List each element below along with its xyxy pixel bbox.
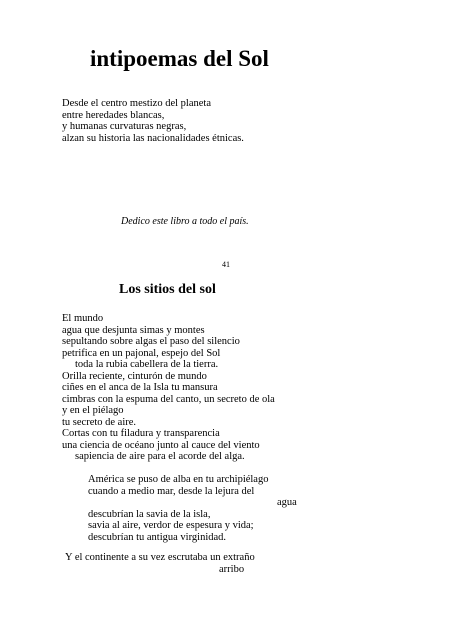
dedication-text: Dedico este libro a todo el país. xyxy=(121,216,249,227)
intro-line: Desde el centro mestizo del planeta xyxy=(62,98,211,109)
stanza-line: América se puso de alba en tu archipiélago xyxy=(88,474,269,485)
stanza-line: agua xyxy=(277,497,297,508)
poem-line: Orilla reciente, cinturón de mundo xyxy=(62,370,207,382)
stanza-line: descubrían tu antigua virginidad. xyxy=(88,531,227,543)
poem-line: sapiencia de aire para el acorde del alga. xyxy=(75,451,245,462)
intro-line: entre heredades blancas, xyxy=(62,109,165,121)
stanza-line: Y el continente a su vez escrutaba un extraño xyxy=(65,552,255,563)
document-title: intipoemas del Sol xyxy=(90,46,269,71)
poem-line: petrifica en un pajonal, espejo del Sol xyxy=(62,347,221,359)
poem-line: toda la rubia cabellera de la tierra. xyxy=(75,359,219,370)
poem-line: y en el piélago xyxy=(62,405,124,416)
poem-line: ciñes en el anca de la Isla tu mansura xyxy=(62,382,218,393)
poem-line: tu secreto de aire. xyxy=(62,416,137,428)
stanza-line: cuando a medio mar, desde la lejura del xyxy=(88,485,255,497)
intro-verse xyxy=(62,98,244,144)
poem-line: agua que desjunta simas y montes xyxy=(62,324,205,336)
intro-line: alzan su historia las nacionalidades étnicas. xyxy=(62,132,244,144)
poem-line: cimbras con la espuma del canto, un secreto de ola xyxy=(62,393,275,405)
intro-line: y humanas curvaturas negras, xyxy=(62,121,187,133)
poem-line: El mundo xyxy=(62,313,104,324)
stanza-line: descubrían la savia de la isla, xyxy=(88,508,211,520)
section-title: Los sitios del sol xyxy=(119,282,216,297)
poem-line: una ciencia de océano junto al cauce del viento xyxy=(62,439,260,451)
poem-line: sepultando sobre algas el paso del silencio xyxy=(62,336,240,347)
stanza-verse xyxy=(62,474,297,575)
stanza-line: arribo xyxy=(219,563,245,575)
stanza-line: savia al aire, verdor de espesura y vida; xyxy=(88,520,254,531)
page-number: 41 xyxy=(222,260,230,269)
stanza-gap xyxy=(62,543,297,552)
poem-line: Cortas con tu filadura y transparencia xyxy=(62,428,220,439)
poem-verse xyxy=(62,313,275,463)
